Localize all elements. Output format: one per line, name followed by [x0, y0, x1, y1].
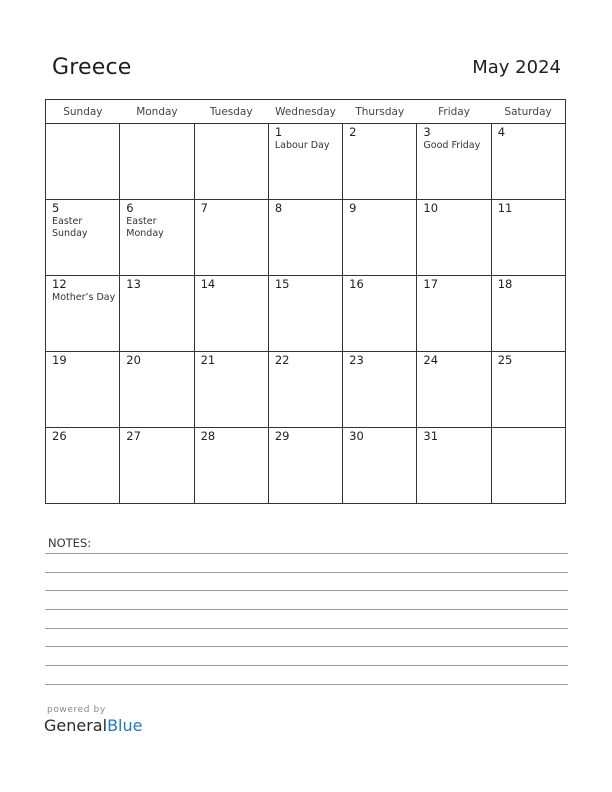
weekday-friday: Friday — [417, 100, 491, 124]
day-cell — [120, 276, 194, 352]
day-number: 20 — [126, 353, 141, 367]
day-cell — [343, 428, 417, 504]
day-number: 10 — [423, 201, 439, 215]
day-cell — [268, 124, 342, 200]
note-line — [45, 609, 568, 610]
day-number: 7 — [200, 201, 208, 215]
day-cell — [491, 428, 565, 504]
day-cell — [417, 200, 491, 276]
day-number: 15 — [274, 277, 290, 291]
day-number: 22 — [274, 353, 290, 367]
notes-label: NOTES: — [48, 536, 92, 550]
day-cell — [268, 200, 342, 276]
day-number: 24 — [423, 353, 439, 367]
day-cell — [46, 276, 120, 352]
weekday-saturday: Saturday — [491, 100, 565, 124]
holiday-label: Mother’s Day — [52, 292, 116, 303]
day-cell — [417, 124, 491, 200]
weekday-thursday: Thursday — [343, 100, 417, 124]
generalblue-logo — [44, 716, 142, 735]
day-cell — [343, 276, 417, 352]
day-number: 27 — [126, 429, 141, 443]
holiday-label: Good Friday — [423, 140, 481, 151]
weekday-header-row — [46, 100, 566, 124]
day-cell — [491, 124, 565, 200]
calendar-grid — [45, 99, 566, 504]
note-line — [45, 684, 568, 685]
weekday-monday: Monday — [120, 100, 194, 124]
note-line — [45, 553, 568, 554]
holiday-label: Labour Day — [274, 140, 330, 151]
day-cell — [343, 352, 417, 428]
note-line — [45, 665, 568, 666]
note-line — [45, 590, 568, 591]
day-cell — [46, 428, 120, 504]
day-number: 18 — [497, 277, 513, 291]
day-cell — [268, 276, 342, 352]
day-number: 2 — [349, 125, 357, 139]
day-number: 5 — [52, 201, 60, 215]
note-line — [45, 646, 568, 647]
day-cell — [194, 352, 268, 428]
note-line — [45, 572, 568, 573]
month-year-title: May 2024 — [472, 57, 561, 78]
day-cell — [417, 276, 491, 352]
week-row-3 — [46, 276, 566, 352]
weekday-sunday: Sunday — [46, 100, 120, 124]
day-cell — [46, 124, 120, 200]
day-number: 28 — [200, 429, 216, 443]
day-number: 21 — [200, 353, 216, 367]
holiday-label: Easter Sunday — [52, 216, 88, 239]
day-number: 31 — [423, 429, 439, 443]
day-cell — [268, 428, 342, 504]
day-cell — [417, 428, 491, 504]
week-row-5 — [46, 428, 566, 504]
day-cell — [194, 124, 268, 200]
day-cell — [343, 124, 417, 200]
weekday-wednesday: Wednesday — [268, 100, 342, 124]
day-cell — [491, 200, 565, 276]
day-cell — [46, 200, 120, 276]
day-cell — [46, 352, 120, 428]
country-title: Greece — [52, 55, 132, 80]
day-cell — [268, 352, 342, 428]
day-number: 14 — [200, 277, 216, 291]
day-number: 12 — [52, 277, 67, 291]
day-number: 16 — [349, 277, 364, 291]
day-number: 19 — [52, 353, 67, 367]
day-number: 30 — [349, 429, 364, 443]
holiday-label: Easter Monday — [126, 216, 164, 239]
day-cell — [194, 200, 268, 276]
day-cell — [417, 352, 491, 428]
day-number: 26 — [52, 429, 67, 443]
day-number: 23 — [349, 353, 364, 367]
note-line — [45, 628, 568, 629]
day-cell — [194, 276, 268, 352]
week-row-4 — [46, 352, 566, 428]
day-number: 11 — [497, 201, 513, 215]
weekday-tuesday: Tuesday — [194, 100, 268, 124]
day-number: 29 — [274, 429, 290, 443]
week-row-1 — [46, 124, 566, 200]
day-cell — [491, 352, 565, 428]
day-number: 6 — [126, 201, 134, 215]
day-number: 25 — [497, 353, 513, 367]
day-cell — [194, 428, 268, 504]
day-cell — [491, 276, 565, 352]
day-number: 9 — [349, 201, 357, 215]
day-cell — [120, 352, 194, 428]
brand-blue: Blue — [107, 716, 143, 735]
day-cell — [343, 200, 417, 276]
day-cell — [120, 124, 194, 200]
day-number: 8 — [274, 201, 283, 215]
brand-general: General — [44, 716, 108, 735]
day-number: 13 — [126, 277, 141, 291]
powered-by-text: powered by — [47, 705, 106, 715]
day-cell — [120, 200, 194, 276]
day-number: 1 — [274, 125, 283, 139]
week-row-2 — [46, 200, 566, 276]
day-number: 4 — [497, 125, 506, 139]
day-cell — [120, 428, 194, 504]
day-number: 17 — [423, 277, 439, 291]
day-number: 3 — [423, 125, 431, 139]
